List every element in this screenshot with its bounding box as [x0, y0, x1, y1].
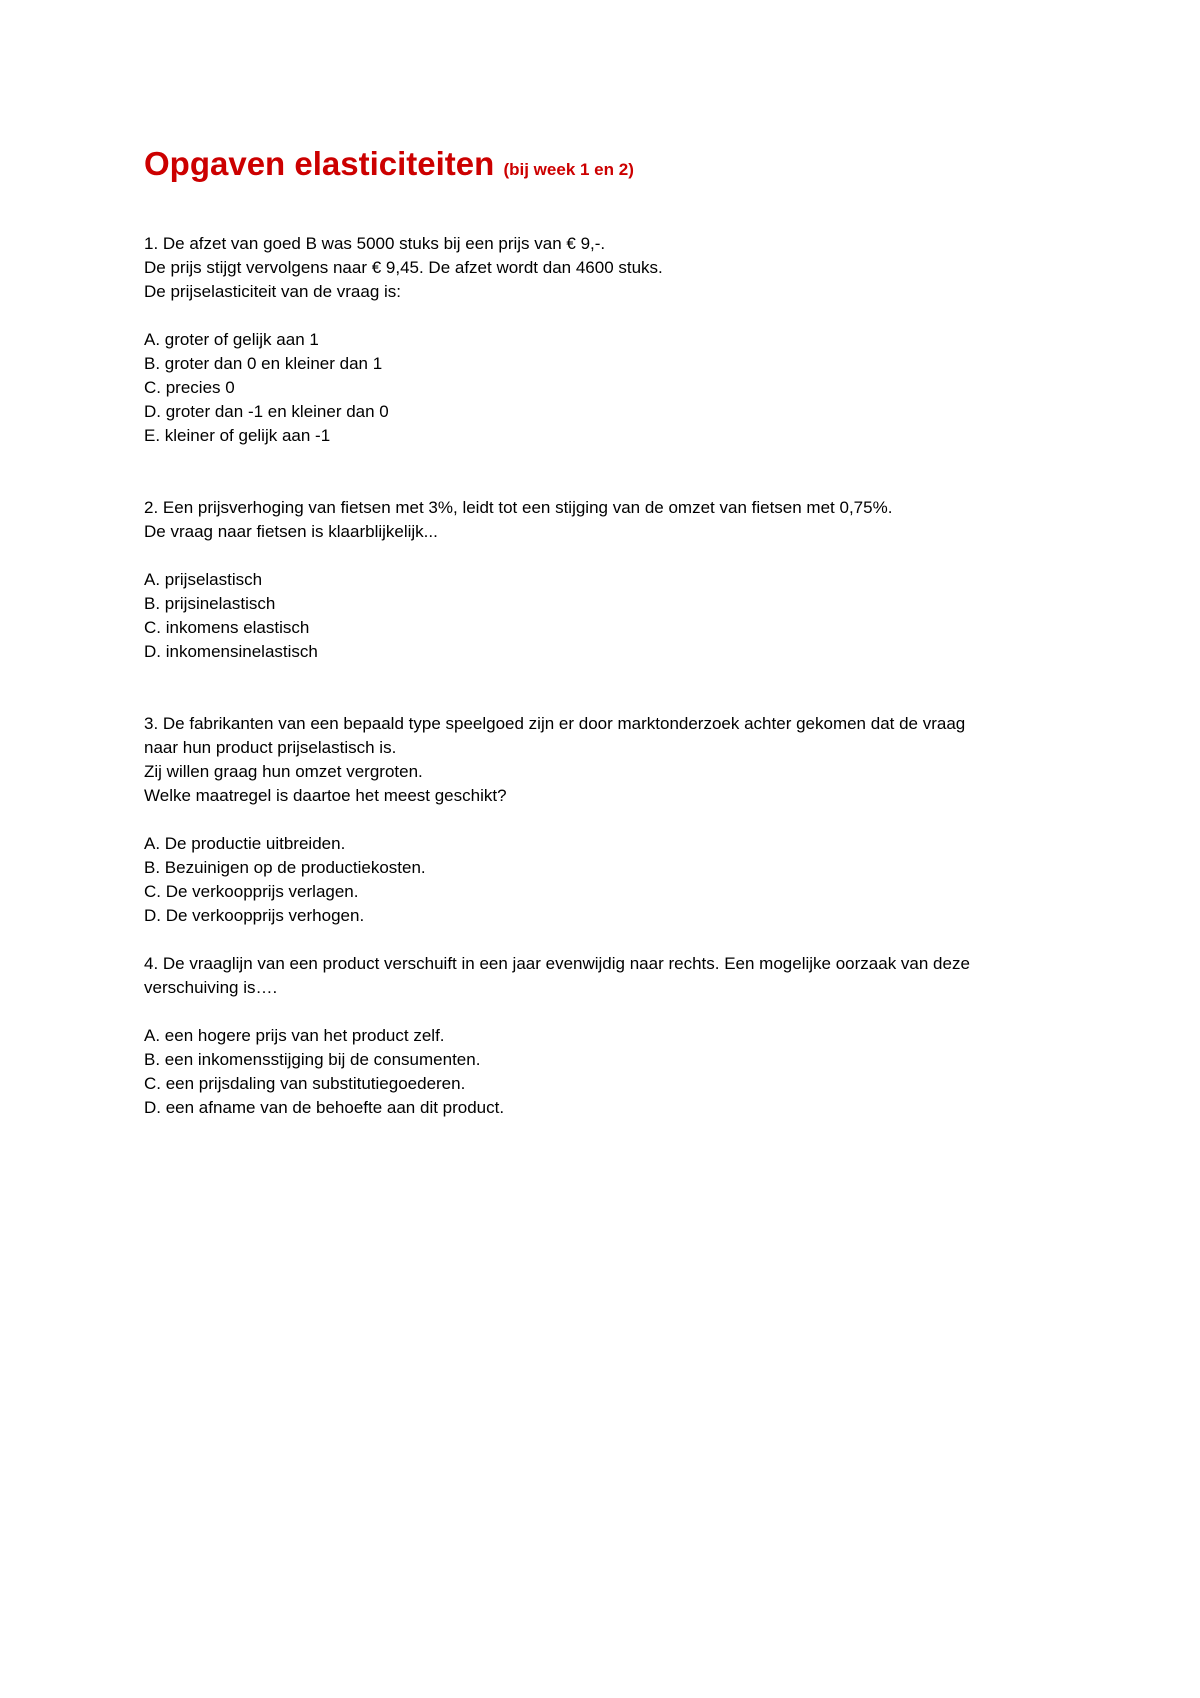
document-subtitle: (bij week 1 en 2): [503, 160, 634, 179]
answer-option: A. een hogere prijs van het product zelf.: [144, 1026, 445, 1045]
answer-option: B. prijsinelastisch: [144, 594, 276, 613]
question-3: [144, 712, 1064, 928]
question-line: De prijselasticiteit van de vraag is:: [144, 282, 402, 301]
answer-option: A. prijselastisch: [144, 570, 263, 589]
question-2-text: [144, 496, 1064, 544]
question-1: [144, 232, 1064, 448]
document-title: [144, 144, 1064, 190]
question-line: verschuiving is….: [144, 978, 278, 997]
question-line: De prijs stijgt vervolgens naar € 9,45. De afzet wordt dan 4600 stuks.: [144, 258, 663, 277]
question-4-options: [144, 1024, 1064, 1120]
answer-option: D. een afname van de behoefte aan dit product.: [144, 1098, 505, 1117]
question-2: [144, 496, 1064, 664]
question-3-options: [144, 832, 1064, 928]
question-line: Zij willen graag hun omzet vergroten.: [144, 762, 423, 781]
question-line: De vraag naar fietsen is klaarblijkelijk...: [144, 522, 438, 541]
question-line: 1. De afzet van goed B was 5000 stuks bij een prijs van € 9,-.: [144, 234, 606, 253]
answer-option: C. een prijsdaling van substitutiegoederen.: [144, 1074, 466, 1093]
document-title-text: Opgaven elasticiteiten: [144, 145, 495, 182]
answer-option: B. een inkomensstijging bij de consumenten.: [144, 1050, 481, 1069]
question-line: naar hun product prijselastisch is.: [144, 738, 397, 757]
document-page: [144, 144, 1064, 1120]
question-line: 4. De vraaglijn van een product verschuift in een jaar evenwijdig naar rechts. Een mogelijke oorzaak van deze: [144, 954, 970, 973]
answer-option: C. De verkoopprijs verlagen.: [144, 882, 359, 901]
answer-option: C. precies 0: [144, 378, 235, 397]
question-4: [144, 952, 1064, 1120]
answer-option: E. kleiner of gelijk aan -1: [144, 426, 331, 445]
question-3-text: [144, 712, 1064, 808]
answer-option: A. groter of gelijk aan 1: [144, 330, 319, 349]
answer-option: D. De verkoopprijs verhogen.: [144, 906, 365, 925]
question-line: Welke maatregel is daartoe het meest geschikt?: [144, 786, 507, 805]
question-line: 2. Een prijsverhoging van fietsen met 3%, leidt tot een stijging van de omzet van fietsen met 0,75%.: [144, 498, 893, 517]
answer-option: A. De productie uitbreiden.: [144, 834, 346, 853]
question-line: 3. De fabrikanten van een bepaald type speelgoed zijn er door marktonderzoek achter gekomen dat de vraag: [144, 714, 966, 733]
answer-option: D. groter dan -1 en kleiner dan 0: [144, 402, 389, 421]
question-1-options: [144, 328, 1064, 448]
answer-option: C. inkomens elastisch: [144, 618, 310, 637]
question-4-text: [144, 952, 1064, 1000]
answer-option: D. inkomensinelastisch: [144, 642, 318, 661]
question-2-options: [144, 568, 1064, 664]
answer-option: B. groter dan 0 en kleiner dan 1: [144, 354, 383, 373]
question-1-text: [144, 232, 1064, 304]
answer-option: B. Bezuinigen op de productiekosten.: [144, 858, 426, 877]
